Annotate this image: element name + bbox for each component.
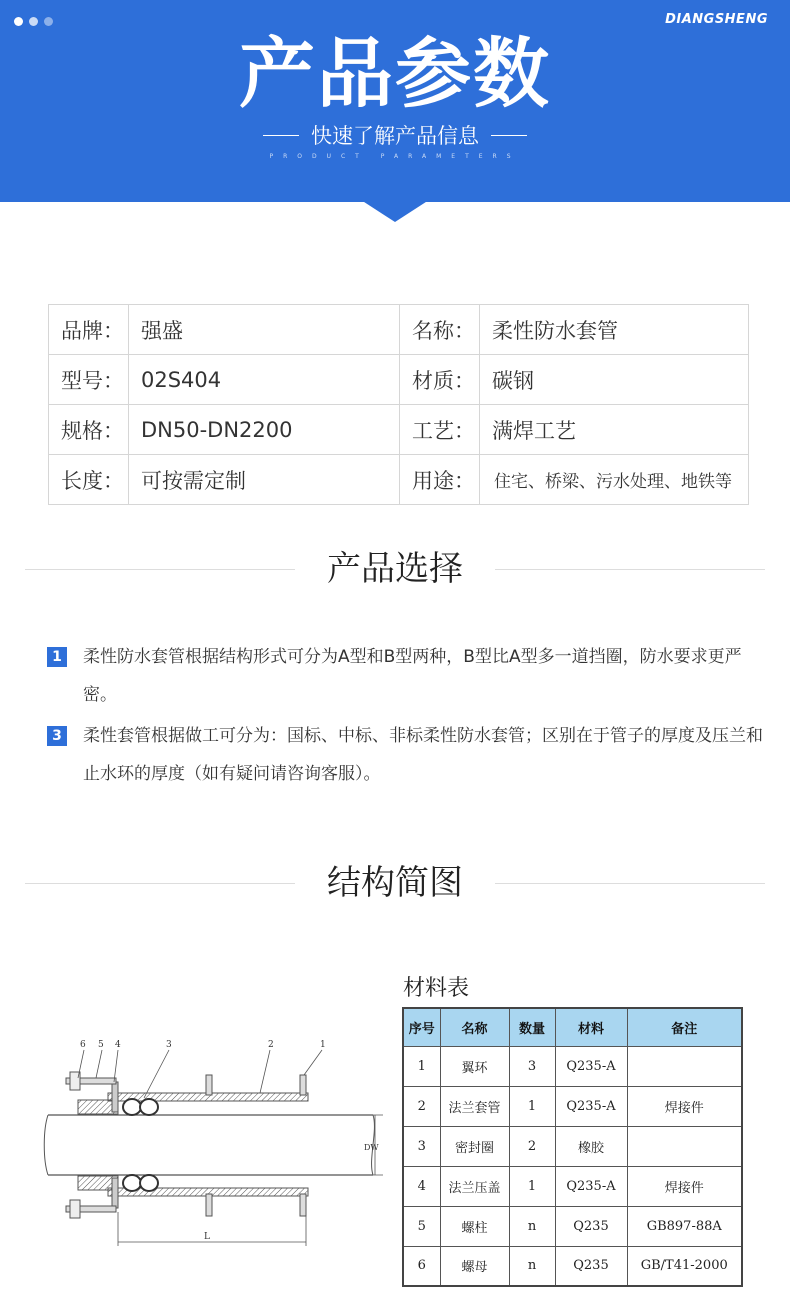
dot-icon [29, 17, 38, 26]
table-cell: 焊接件 [627, 1086, 742, 1126]
table-row [49, 455, 749, 505]
table-header-row [403, 1008, 742, 1046]
table-cell: n [509, 1246, 555, 1286]
table-cell: GB897-88A [627, 1206, 742, 1246]
note-number-badge: 1 [47, 647, 67, 667]
table-cell: Q235 [555, 1246, 627, 1286]
table-cell [627, 1046, 742, 1086]
table-cell: 翼环 [440, 1046, 509, 1086]
table-cell: 2 [403, 1086, 440, 1126]
divider [491, 135, 527, 136]
param-value: DN50-DN2200 [129, 405, 400, 455]
table-cell: Q235-A [555, 1166, 627, 1206]
table-cell: 螺母 [440, 1246, 509, 1286]
note-text: 柔性防水套管根据结构形式可分为A型和B型两种，B型比A型多一道挡圈，防水要求更严密。 [83, 647, 742, 705]
table-row [403, 1126, 742, 1166]
section-title: 产品选择 [327, 549, 463, 589]
param-value: 02S404 [129, 355, 400, 405]
dot-icon [44, 17, 53, 26]
param-value: 满焊工艺 [480, 405, 749, 455]
table-cell: 2 [509, 1126, 555, 1166]
subtitle-text: 快速了解产品信息 [311, 124, 479, 148]
table-cell: 5 [403, 1206, 440, 1246]
table-cell: Q235-A [555, 1046, 627, 1086]
callout-label: 3 [166, 1040, 172, 1050]
table-cell: 法兰套管 [440, 1086, 509, 1126]
subtitle-english: PRODUCT PARAMETERS [269, 153, 521, 160]
dot-icon [14, 17, 23, 26]
note-item [47, 643, 767, 714]
table-cell: 3 [509, 1046, 555, 1086]
table-cell [627, 1126, 742, 1166]
table-cell: 螺柱 [440, 1206, 509, 1246]
table-cell: 1 [403, 1046, 440, 1086]
table-row [403, 1046, 742, 1086]
brand-logo: DIANGSHENG [665, 12, 768, 27]
column-header: 材料 [555, 1008, 627, 1046]
callout-label: 6 [80, 1040, 86, 1050]
table-cell: 橡胶 [555, 1126, 627, 1166]
table-cell: n [509, 1206, 555, 1246]
table-cell: 4 [403, 1166, 440, 1206]
param-key: 长度： [49, 455, 129, 505]
table-row [49, 405, 749, 455]
dim-length-label: L [204, 1232, 210, 1242]
param-key: 名称： [400, 305, 480, 355]
header-banner [0, 0, 790, 202]
column-header: 名称 [440, 1008, 509, 1046]
param-key: 用途： [400, 455, 480, 505]
structure-diagram [38, 1030, 398, 1270]
param-key: 材质： [400, 355, 480, 405]
param-key: 规格： [49, 405, 129, 455]
divider [263, 135, 299, 136]
callout-label: 4 [115, 1040, 121, 1050]
section-heading-structure [0, 860, 790, 906]
section-heading-selection [0, 546, 790, 592]
window-dots [14, 17, 53, 26]
page-title: 产品参数 [239, 29, 551, 118]
table-row [403, 1166, 742, 1206]
table-cell: 密封圈 [440, 1126, 509, 1166]
page-subtitle [0, 120, 790, 150]
param-value: 柔性防水套管 [480, 305, 749, 355]
param-key: 品牌： [49, 305, 129, 355]
param-key: 工艺： [400, 405, 480, 455]
table-row [49, 305, 749, 355]
param-value: 强盛 [129, 305, 400, 355]
table-cell: Q235 [555, 1206, 627, 1246]
table-cell: Q235-A [555, 1086, 627, 1126]
callout-label: 2 [268, 1040, 274, 1050]
note-number-badge: 3 [47, 726, 67, 746]
param-value: 住宅、桥梁、污水处理、地铁等 [480, 455, 749, 505]
param-value: 可按需定制 [129, 455, 400, 505]
table-cell: 3 [403, 1126, 440, 1166]
column-header: 序号 [403, 1008, 440, 1046]
table-row [403, 1086, 742, 1126]
note-text: 柔性套管根据做工可分为：国标、中标、非标柔性防水套管；区别在于管子的厚度及压兰和止水环的厚度（如有疑问请咨询客服）。 [83, 726, 763, 784]
table-cell: 6 [403, 1246, 440, 1286]
callout-label: 1 [320, 1040, 326, 1050]
column-header: 数量 [509, 1008, 555, 1046]
table-cell: 1 [509, 1166, 555, 1206]
banner-arrow-icon [361, 200, 429, 222]
table-row [403, 1246, 742, 1286]
parameter-table [48, 304, 749, 505]
param-key: 型号： [49, 355, 129, 405]
section-title: 结构简图 [327, 863, 463, 903]
table-cell: 法兰压盖 [440, 1166, 509, 1206]
table-cell: 焊接件 [627, 1166, 742, 1206]
material-table-title: 材料表 [403, 976, 470, 1001]
table-row [403, 1206, 742, 1246]
table-row [49, 355, 749, 405]
dim-diameter-label: DW [364, 1143, 379, 1152]
column-header: 备注 [627, 1008, 742, 1046]
note-item [47, 722, 767, 793]
material-table [402, 1007, 743, 1287]
param-value: 碳钢 [480, 355, 749, 405]
callout-label: 5 [98, 1040, 104, 1050]
table-cell: GB/T41-2000 [627, 1246, 742, 1286]
table-cell: 1 [509, 1086, 555, 1126]
